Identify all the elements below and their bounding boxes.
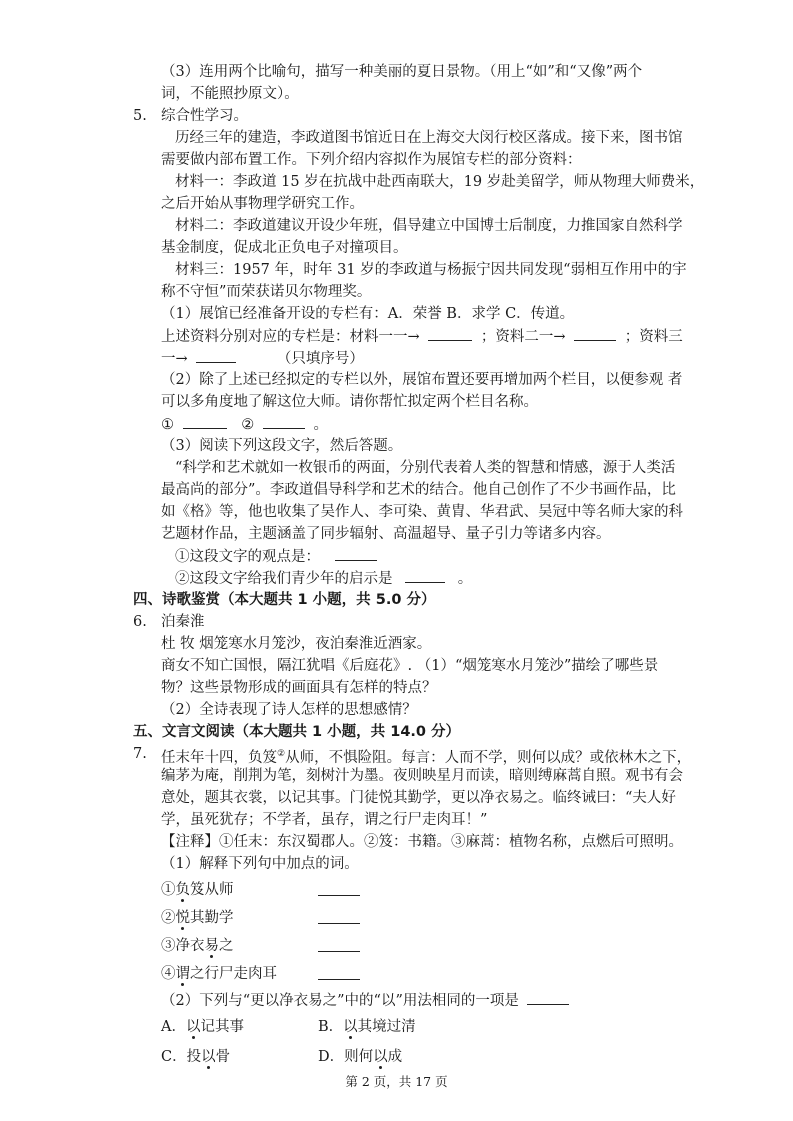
q7-word4-pre: ④ [161,966,176,982]
q7-text-line3: 意处，题其衣裳，以记其事。门徒悦其勤学，更以净衣易之。临终诫曰：“夫人好 [161,790,676,806]
section5-header: 五、文言文阅读（本大题共 1 小题，共 14.0 分） [133,724,461,740]
q7-sub2 [161,990,569,1011]
option-d[interactable] [318,1047,402,1067]
q6-question-line: 物？这些景物形成的画面具有怎样的特点？ [161,680,437,696]
answer-blank-word4[interactable] [318,965,360,980]
footnote-mark: ② [277,749,286,759]
q7-sub1: （1）解释下列句中加点的词。 [161,856,359,872]
answer-blank-sub2[interactable] [527,990,569,1005]
option-a-dotted: 以 [185,1019,201,1035]
q5-material3-line2: 称不守恒”而荣获诺贝尔物理奖。 [161,284,372,300]
q7-text-line1-b: 从师，不惧险阻。每言：人而不学，则何以成？或依林木之下， [285,749,692,766]
option-b-label: B． [318,1019,344,1035]
q6-number: 6. [133,614,147,630]
q7-word4-dotted: 谓 [175,966,190,982]
q7-sub2-text: （2）下列与“更以净衣易之”中的“以”用法相同的一项是 [161,993,519,1009]
q6-poem-line2: 商女不知亡国恨，隔江犹唱《后庭花》. （1）“烟笼寒水月笼沙”描绘了哪些景 [161,658,659,674]
option-d-label: D．则何 [318,1049,374,1065]
q4-sub3-line2: 词，不能照抄原文）。 [161,86,299,102]
q6-sub2: （2）全诗表现了诗人怎样的思想感情？ [161,702,417,718]
q5-inspiration-end: 。 [457,571,473,587]
option-a-label: A． [161,1019,186,1035]
q7-word4 [161,964,277,984]
q5-sub2-answers [161,414,328,435]
q7-word2-pre: ② [161,910,176,926]
option-d-rest: 成 [387,1049,403,1065]
q6-poem-title: 泊秦淮 [161,614,205,630]
option-c[interactable] [161,1047,230,1067]
q5-inspiration-label: ②这段文字给我们青少年的启示是 [175,571,393,587]
q7-word3 [161,936,234,956]
q7-word2 [161,908,234,928]
q5-sub2-mark2: ② [241,417,255,433]
option-c-dotted: 以 [201,1049,216,1065]
q5-passage-line2: 最高尚的部分”。李政道倡导科学和艺术的结合。他自己创作了不少书画作品，比 [161,482,676,498]
q5-number: 5. [133,108,147,124]
answer-blank-material3[interactable] [196,348,236,363]
q7-text-line4: 学，虽死犹存；不学者，虽存，谓之行尸走肉耳！” [161,812,488,828]
q5-material2-line1: 材料二：李政道建议开设少年班，倡导建立中国博士后制度，力推国家自然科学 [175,218,683,234]
q7-word1 [161,880,234,900]
answer-blank-word2[interactable] [318,909,360,924]
option-b[interactable] [318,1017,416,1037]
option-b-dotted: 以 [343,1019,358,1035]
q5-material1-line1: 材料一：李政道 15 岁在抗战中赴西南联大，19 岁赴美留学，师从物理大师费米， [175,174,705,190]
q5-sub2-end: 。 [313,417,328,433]
option-a-rest: 记其事 [200,1019,244,1035]
q7-text-line1 [161,744,691,768]
answer-blank-word3[interactable] [318,937,360,952]
q7-number: 7. [133,746,147,762]
q5-sub2-line2: 可以多角度地了解这位大师。请你帮忙拟定两个栏目名称。 [161,394,538,410]
answer-blank-word1[interactable] [318,881,360,896]
answer-blank-inspiration[interactable] [405,568,445,583]
q6-poem-line1: 杜 牧 烟笼寒水月笼沙，夜泊秦淮近酒家。 [161,636,432,652]
q7-word3-rest: 之 [219,938,234,954]
option-b-rest: 其境过清 [357,1019,416,1035]
q7-word2-dotted: 悦 [175,910,190,926]
answer-blank-column1[interactable] [183,414,227,429]
q5-question-inspiration [175,568,472,589]
q5-sub1-hint: （只填序号） [276,351,364,367]
q7-word4-rest: 之行尸走肉耳 [190,966,277,982]
q4-sub3-line1: （3）连用两个比喻句，描写一种美丽的夏日景物。（用上“如”和“又像”两个 [161,64,643,80]
q5-passage-line4: 艺题材作品，主题涵盖了同步辐射、高温超导、量子引力等诸多内容。 [161,526,611,542]
q5-sub1-answer-tail: ；资料三 [624,329,683,345]
q7-notes: 【注释】①任末：东汉蜀郡人。②笈：书籍。③麻蒿：植物名称，点燃后可照明。 [161,834,683,850]
q5-sub2-mark1: ① [161,417,174,433]
section4-header: 四、诗歌鉴赏（本大题共 1 小题，共 5.0 分） [133,592,436,608]
page-footer: 第 2 页，共 17 页 [345,1074,448,1089]
q5-sub1: （1）展馆已经准备开设的专栏有：A．荣誉 B．求学 C．传道。 [161,306,575,322]
q7-word1-rest: 笈从师 [190,882,234,898]
q5-sub1-answer-prefix: 上述资料分别对应的专栏是：材料一一→ [161,329,420,345]
q5-sub1-arrow: 一→ [161,351,188,367]
q7-word1-pre: ① [161,882,176,898]
q7-text-line1-a: 任末年十四，负笈 [161,749,277,766]
option-c-rest: 骨 [215,1049,231,1065]
q5-material2-line2: 基金制度，促成北正负电子对撞项目。 [161,240,408,256]
q7-word2-rest: 其勤学 [190,910,234,926]
answer-blank-column2[interactable] [263,414,305,429]
option-a[interactable] [161,1017,244,1037]
q5-sub1-answer-line [161,326,683,347]
q5-viewpoint-label: ①这段文字的观点是： [175,549,320,565]
answer-blank-material2[interactable] [574,326,616,341]
q5-sub2-line1: （2）除了上述已经拟定的专栏以外，展馆布置还要再增加两个栏目，以便参观 者 [161,372,683,388]
answer-blank-viewpoint[interactable] [335,546,377,561]
q5-material1-line2: 之后开始从事物理学研究工作。 [161,196,364,212]
q7-word3-pre: ③净衣 [161,938,205,954]
q5-sub1-answer-mid: ；资料二一→ [480,329,566,345]
q5-intro-line2: 需要做内部布置工作。下列介绍内容拟作为展馆专栏的部分资料： [161,152,582,168]
q5-title: 综合性学习。 [161,108,248,124]
q5-sub3: （3）阅读下列这段文字，然后答题。 [161,438,403,454]
q5-passage-line1: “科学和艺术就如一枚银币的两面，分别代表着人类的智慧和情感，源于人类活 [175,460,676,476]
q5-question-viewpoint [175,546,377,567]
q5-material3-line1: 材料三：1957 年，时年 31 岁的李政道与杨振宁因共同发现“弱相互作用中的宇 [175,262,687,278]
q5-passage-line3: 如《格》等，他也收集了吴作人、李可染、黄胄、华君武、吴冠中等名师大家的科 [161,504,683,520]
option-c-label: C．投 [161,1049,202,1065]
q5-sub1-answer-line2 [161,348,364,369]
q7-text-line2: 编茅为庵，削荆为笔，刻树汁为墨。夜则映星月而读，暗则缚麻蒿自照。观书有会 [161,768,683,784]
answer-blank-material1[interactable] [428,326,472,341]
q7-word1-dotted: 负 [175,882,190,898]
q7-word3-dotted: 易 [204,938,219,954]
q5-intro-line1: 历经三年的建造，李政道图书馆近日在上海交大闵行校区落成。接下来，图书馆 [175,130,683,146]
option-d-dotted: 以 [373,1049,388,1065]
